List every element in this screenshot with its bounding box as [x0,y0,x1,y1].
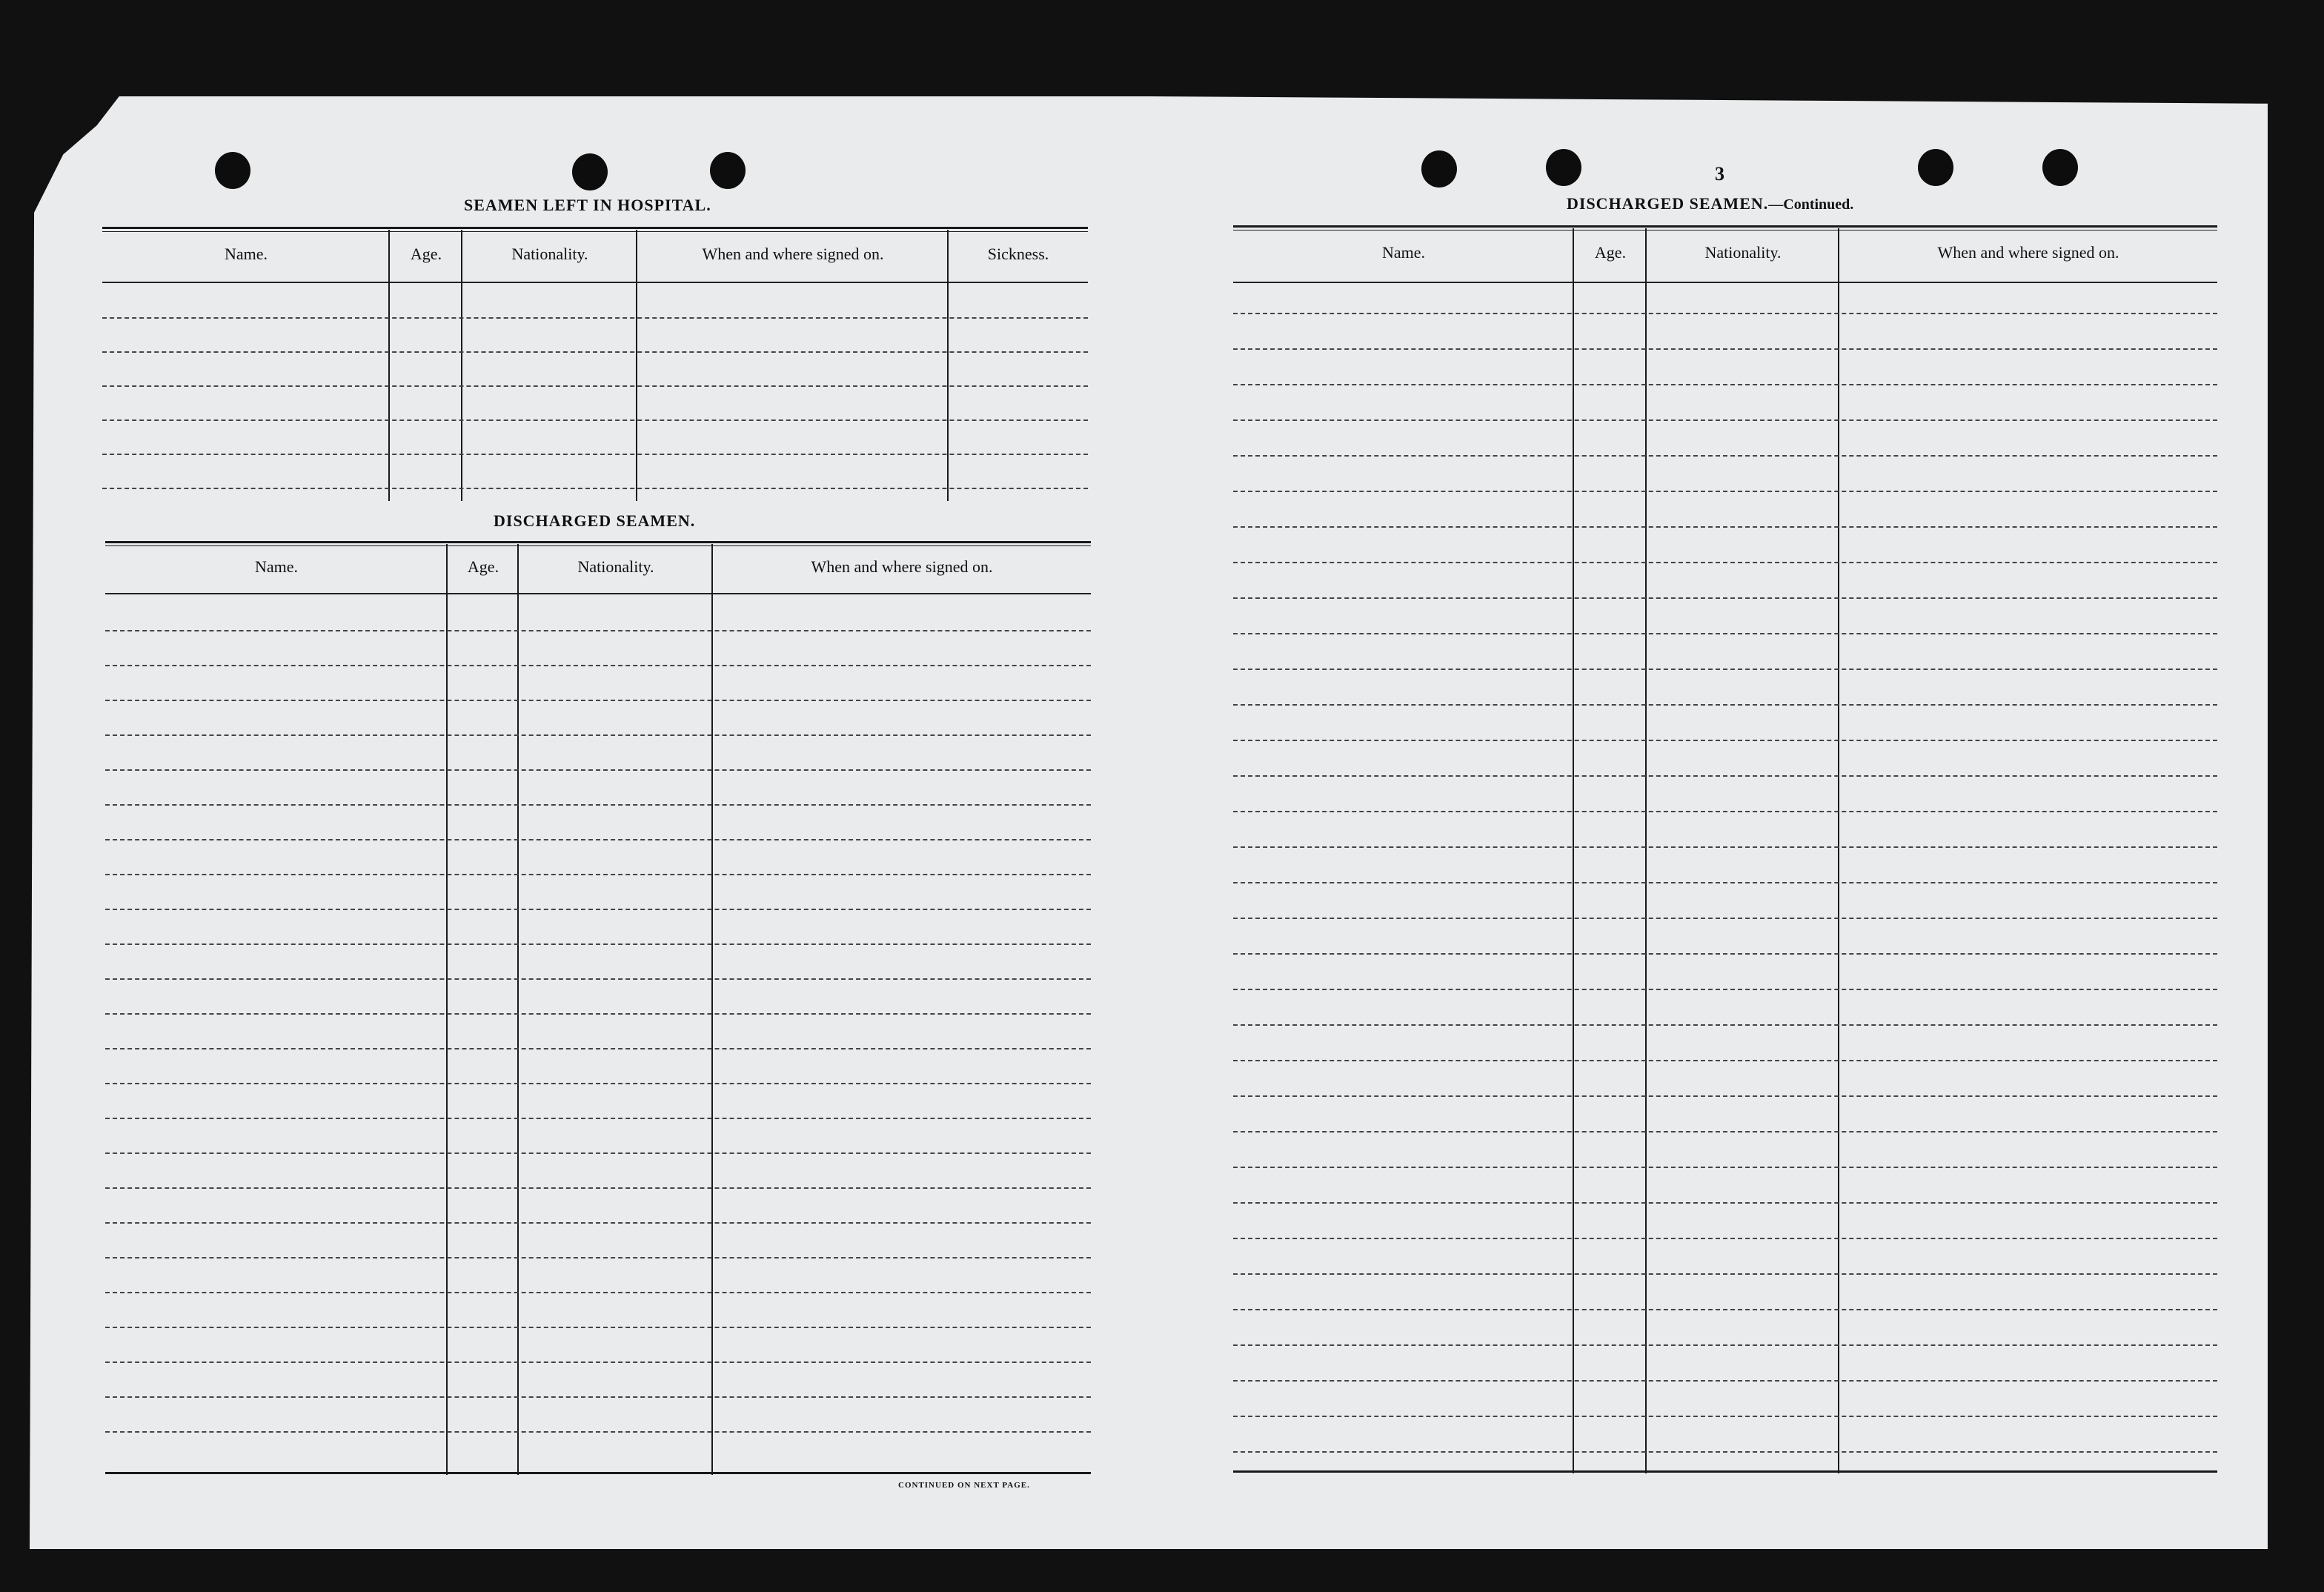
column-header-age: Age. [410,245,442,263]
table-row [105,769,1091,771]
section-title-suffix: —Continued. [1768,196,1854,213]
table-row [1233,348,2217,350]
punch-hole [2042,149,2078,186]
table-row [102,317,1088,319]
table-row [1233,918,2217,919]
table-row [1233,1095,2217,1097]
table-row [105,700,1091,701]
table-row [1233,597,2217,599]
table-row [102,419,1088,421]
table-row [105,1396,1091,1398]
column-header-name: Name. [224,245,268,263]
table-row [105,1362,1091,1363]
table-row [1233,419,2217,421]
punch-hole [710,152,746,189]
table-row [1233,1344,2217,1346]
punch-hole [215,152,250,189]
table-row [1233,1202,2217,1204]
table-row [1233,1309,2217,1310]
column-header-nationality: Nationality. [577,557,654,576]
table-row [1233,1024,2217,1026]
table-row [105,630,1091,631]
table-row [1233,313,2217,314]
table-row [1233,491,2217,492]
column-header-nationality: Nationality. [1704,243,1782,262]
table-row [1233,1238,2217,1239]
table-row [105,804,1091,806]
table-row [1233,775,2217,777]
table-row [102,488,1088,489]
table-row [102,385,1088,387]
continued-note: CONTINUED ON NEXT PAGE. [898,1481,1030,1490]
table-row [1233,846,2217,848]
table-row [1233,1167,2217,1168]
table-row [1233,1416,2217,1417]
table-row [105,665,1091,666]
discharged-table [105,541,1091,1476]
table-row [105,1327,1091,1328]
table-row [105,1431,1091,1433]
column-header-signed-on: When and where signed on. [811,557,993,576]
punch-hole [1918,149,1953,186]
table-row [105,734,1091,736]
table-row [1233,1060,2217,1061]
table-row [105,1257,1091,1258]
column-header-signed-on: When and where signed on. [1937,243,2119,262]
hospital-table [102,227,1088,501]
table-row [1233,455,2217,457]
column-header-nationality: Nationality. [511,245,588,263]
table-row [1233,953,2217,955]
table-row [1233,989,2217,990]
table-row [105,1118,1091,1119]
table-row [102,351,1088,353]
punch-hole [1421,150,1457,188]
table-row [105,1222,1091,1224]
table-row [1233,882,2217,883]
table-row [1233,740,2217,741]
column-header-signed-on: When and where signed on. [702,245,884,263]
column-header-name: Name. [254,557,299,576]
table-row [105,1048,1091,1049]
table-row [1233,633,2217,634]
table-row [105,978,1091,980]
column-header-age: Age. [1594,243,1627,262]
table-row [105,839,1091,840]
column-header-name: Name. [1381,243,1426,262]
table-row [1233,811,2217,812]
discharged-section-title: DISCHARGED SEAMEN. [494,511,696,530]
discharged-continued-title [1567,194,1853,213]
column-header-age: Age. [467,557,499,576]
table-row [105,1013,1091,1015]
table-row [1233,669,2217,670]
table-row [102,454,1088,455]
column-header-sickness: Sickness. [987,245,1049,263]
table-row [1233,704,2217,706]
table-row [1233,526,2217,528]
punch-hole [572,153,608,190]
page-number: 3 [1715,163,1724,185]
table-row [105,1152,1091,1154]
table-row [105,1187,1091,1189]
table-row [1233,1131,2217,1132]
table-row [105,943,1091,945]
table-row [105,1083,1091,1084]
punch-hole [1546,149,1581,186]
table-row [1233,1273,2217,1275]
table-row [1233,1380,2217,1382]
table-row [105,1292,1091,1293]
section-title-main: DISCHARGED SEAMEN. [1567,194,1769,213]
discharged-continued-table [1233,225,2217,1479]
table-row [105,874,1091,875]
table-row [105,909,1091,910]
table-row [1233,562,2217,563]
table-row [1233,384,2217,385]
hospital-section-title: SEAMEN LEFT IN HOSPITAL. [464,196,711,214]
table-row [1233,1451,2217,1453]
